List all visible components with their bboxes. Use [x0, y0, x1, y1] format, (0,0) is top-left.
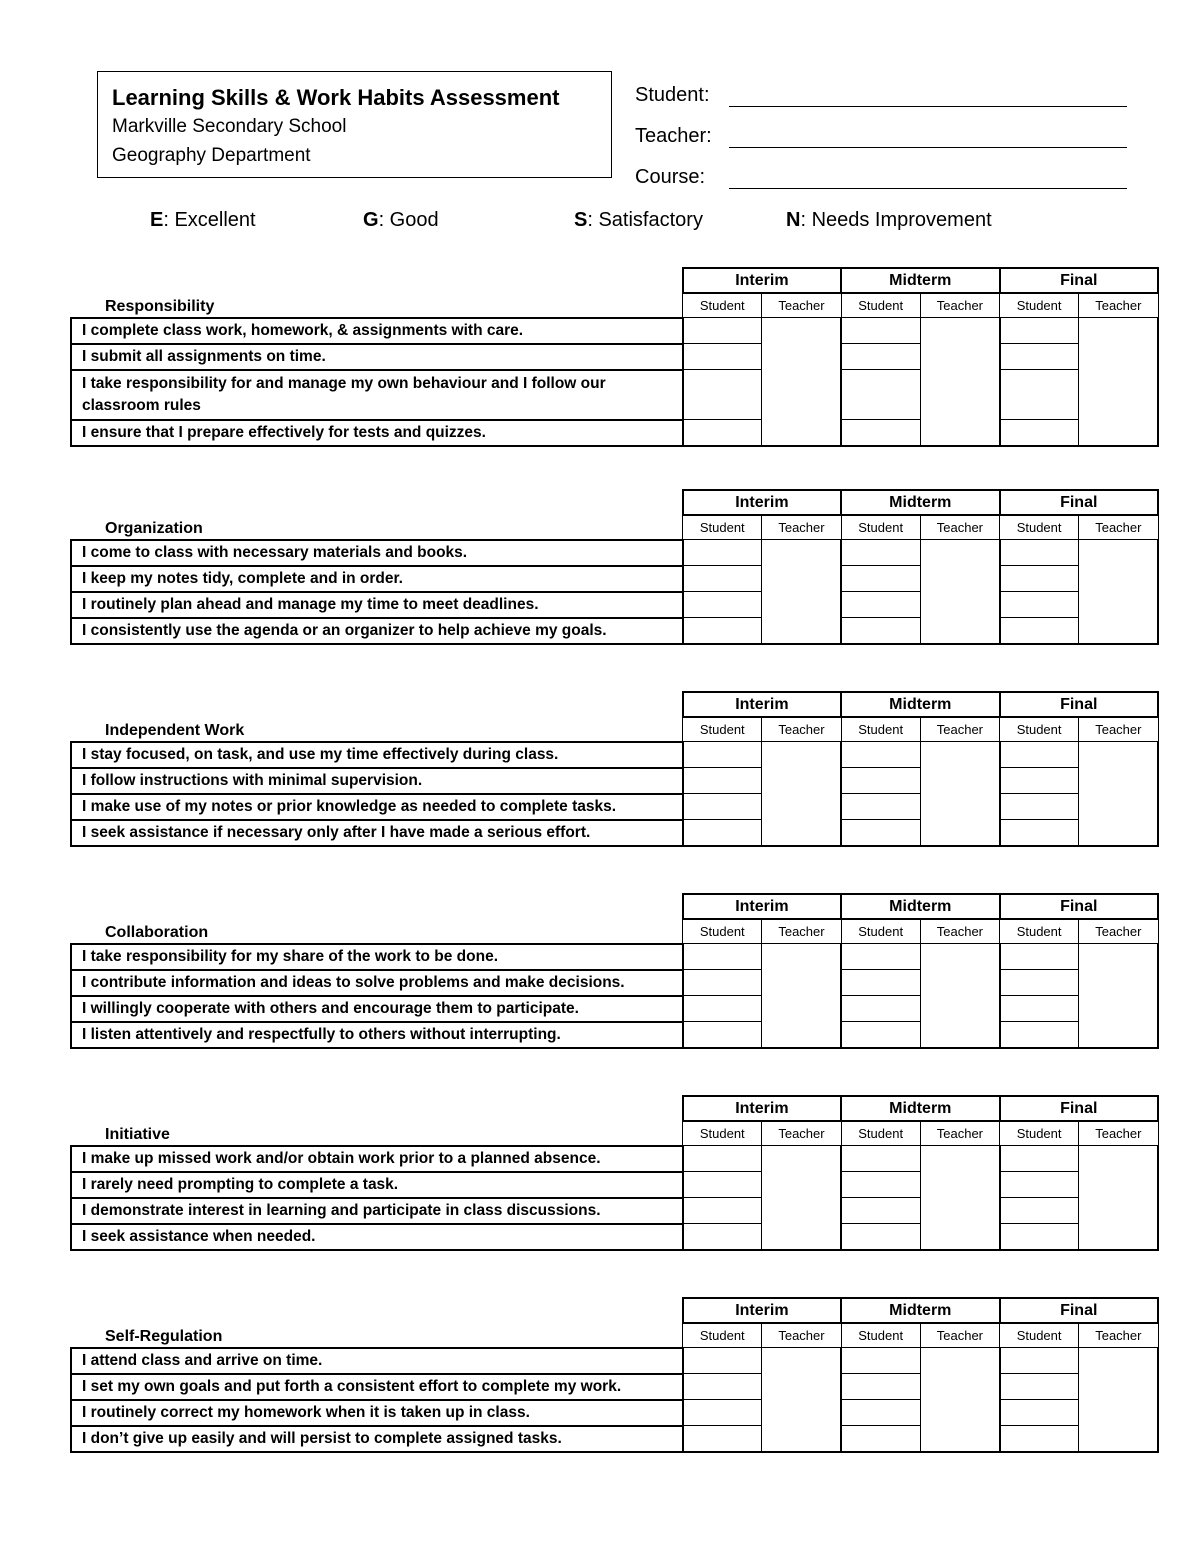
- department-name: Geography Department: [112, 145, 311, 166]
- legend-good: [363, 209, 439, 232]
- teacher-field-input[interactable]: [729, 121, 1127, 148]
- skill-statement: I consistently use the agenda or an organizer to help achieve my goals.: [71, 618, 683, 644]
- role-header-student: Student: [683, 1121, 762, 1146]
- table-row: [71, 318, 1158, 344]
- skill-statement: I make up missed work and/or obtain work prior to a planned absence.: [71, 1146, 683, 1172]
- role-header-student: Student: [683, 1323, 762, 1348]
- teacher-rating-cell[interactable]: [1079, 944, 1158, 1048]
- student-rating-cell[interactable]: [1000, 318, 1079, 344]
- student-field-row: [635, 66, 1135, 107]
- period-header-final: Final: [1000, 268, 1159, 293]
- section-responsibility: [70, 267, 1160, 447]
- student-rating-cell[interactable]: [683, 1224, 762, 1250]
- student-rating-cell[interactable]: [683, 566, 762, 592]
- section-title: Independent Work: [105, 721, 245, 739]
- teacher-rating-cell[interactable]: [1079, 1146, 1158, 1250]
- student-rating-cell[interactable]: [1000, 996, 1079, 1022]
- student-rating-cell[interactable]: [683, 768, 762, 794]
- legend-code: E: [150, 209, 164, 231]
- skill-statement: I submit all assignments on time.: [71, 344, 683, 370]
- period-header-midterm: Midterm: [841, 894, 999, 919]
- table-row: [71, 1348, 1158, 1374]
- student-rating-cell[interactable]: [683, 318, 762, 344]
- period-header-final: Final: [1000, 894, 1159, 919]
- role-header-teacher: Teacher: [920, 515, 999, 540]
- assessment-table: [70, 1095, 1159, 1251]
- skill-statement: I take responsibility for my share of the work to be done.: [71, 944, 683, 970]
- student-rating-cell[interactable]: [1000, 820, 1079, 846]
- role-header-teacher: Teacher: [1079, 293, 1158, 318]
- role-header-teacher: Teacher: [1079, 717, 1158, 742]
- student-rating-cell[interactable]: [841, 1374, 920, 1400]
- skill-statement: I stay focused, on task, and use my time effectively during class.: [71, 742, 683, 768]
- period-header-interim: Interim: [683, 1298, 841, 1323]
- header-spacer: [71, 692, 683, 717]
- teacher-rating-cell[interactable]: [1079, 1348, 1158, 1452]
- student-rating-cell[interactable]: [683, 794, 762, 820]
- student-rating-cell[interactable]: [841, 1224, 920, 1250]
- section-title: Initiative: [105, 1125, 170, 1143]
- skill-statement: I willingly cooperate with others and encourage them to participate.: [71, 996, 683, 1022]
- role-header-teacher: Teacher: [762, 515, 841, 540]
- section-title: Collaboration: [105, 923, 209, 941]
- student-rating-cell[interactable]: [1000, 1224, 1079, 1250]
- assessment-table: [70, 1297, 1159, 1453]
- student-rating-cell[interactable]: [683, 1400, 762, 1426]
- student-rating-cell[interactable]: [1000, 768, 1079, 794]
- student-rating-cell[interactable]: [1000, 1198, 1079, 1224]
- table-row: [71, 540, 1158, 566]
- role-header-student: Student: [683, 919, 762, 944]
- skill-statement: I listen attentively and respectfully to others without interrupting.: [71, 1022, 683, 1048]
- period-header-final: Final: [1000, 490, 1159, 515]
- header-spacer: [71, 1096, 683, 1121]
- teacher-rating-cell[interactable]: [762, 318, 841, 446]
- role-header-teacher: Teacher: [920, 293, 999, 318]
- student-rating-cell[interactable]: [683, 540, 762, 566]
- section-collaboration: [70, 893, 1160, 1049]
- student-rating-cell[interactable]: [1000, 566, 1079, 592]
- skill-statement: I complete class work, homework, & assignments with care.: [71, 318, 683, 344]
- skill-statement: I follow instructions with minimal supervision.: [71, 768, 683, 794]
- period-header-final: Final: [1000, 692, 1159, 717]
- student-rating-cell[interactable]: [841, 1198, 920, 1224]
- legend-code: G: [363, 209, 379, 231]
- student-rating-cell[interactable]: [841, 996, 920, 1022]
- section-self-regulation: [70, 1297, 1160, 1453]
- section-title: Responsibility: [105, 297, 215, 315]
- skill-statement: I attend class and arrive on time.: [71, 1348, 683, 1374]
- period-header-interim: Interim: [683, 490, 841, 515]
- section-initiative: [70, 1095, 1160, 1251]
- student-rating-cell[interactable]: [683, 592, 762, 618]
- student-field-input[interactable]: [729, 80, 1127, 107]
- legend-code: N: [786, 209, 801, 231]
- role-header-student: Student: [1000, 515, 1079, 540]
- teacher-rating-cell[interactable]: [920, 1146, 999, 1250]
- role-header-student: Student: [841, 1121, 920, 1146]
- student-rating-cell[interactable]: [1000, 540, 1079, 566]
- student-rating-cell[interactable]: [1000, 1146, 1079, 1172]
- legend-text: : Good: [378, 209, 439, 231]
- student-rating-cell[interactable]: [841, 618, 920, 644]
- teacher-rating-cell[interactable]: [1079, 742, 1158, 846]
- student-rating-cell[interactable]: [683, 1198, 762, 1224]
- role-header-teacher: Teacher: [920, 919, 999, 944]
- skill-statement: I set my own goals and put forth a consistent effort to complete my work.: [71, 1374, 683, 1400]
- student-rating-cell[interactable]: [1000, 794, 1079, 820]
- section-title: Self-Regulation: [105, 1327, 223, 1345]
- assessment-table: [70, 489, 1159, 645]
- student-rating-cell[interactable]: [841, 1348, 920, 1374]
- teacher-rating-cell[interactable]: [920, 944, 999, 1048]
- title-box: [97, 71, 612, 178]
- course-field-input[interactable]: [729, 162, 1127, 189]
- student-rating-cell[interactable]: [1000, 420, 1079, 446]
- course-field-label: Course:: [635, 166, 706, 188]
- role-header-student: Student: [683, 515, 762, 540]
- period-header-interim: Interim: [683, 894, 841, 919]
- role-header-teacher: Teacher: [920, 1121, 999, 1146]
- role-header-student: Student: [1000, 293, 1079, 318]
- role-header-teacher: Teacher: [1079, 1121, 1158, 1146]
- skill-statement: I seek assistance if necessary only after I have made a serious effort.: [71, 820, 683, 846]
- skill-statement: I keep my notes tidy, complete and in order.: [71, 566, 683, 592]
- table-row: [71, 742, 1158, 768]
- student-rating-cell[interactable]: [1000, 1374, 1079, 1400]
- student-rating-cell[interactable]: [1000, 370, 1079, 420]
- teacher-rating-cell[interactable]: [762, 540, 841, 644]
- student-rating-cell[interactable]: [683, 944, 762, 970]
- student-rating-cell[interactable]: [841, 1400, 920, 1426]
- role-header-student: Student: [841, 293, 920, 318]
- student-rating-cell[interactable]: [1000, 344, 1079, 370]
- student-rating-cell[interactable]: [683, 420, 762, 446]
- student-rating-cell[interactable]: [683, 970, 762, 996]
- section-organization: [70, 489, 1160, 645]
- student-rating-cell[interactable]: [683, 344, 762, 370]
- course-field-row: [635, 148, 1135, 189]
- student-rating-cell[interactable]: [1000, 1348, 1079, 1374]
- teacher-rating-cell[interactable]: [920, 318, 999, 446]
- skill-statement: I don’t give up easily and will persist to complete assigned tasks.: [71, 1426, 683, 1452]
- section-title: Organization: [105, 519, 203, 537]
- skill-statement: I demonstrate interest in learning and participate in class discussions.: [71, 1198, 683, 1224]
- role-header-teacher: Teacher: [762, 1121, 841, 1146]
- skill-statement: I make use of my notes or prior knowledge as needed to complete tasks.: [71, 794, 683, 820]
- period-header-midterm: Midterm: [841, 692, 999, 717]
- role-header-student: Student: [841, 919, 920, 944]
- student-rating-cell[interactable]: [841, 970, 920, 996]
- role-header-student: Student: [1000, 919, 1079, 944]
- header-spacer: [71, 268, 683, 293]
- legend-excellent: [150, 209, 256, 232]
- rating-legend: [0, 209, 1200, 239]
- role-header-student: Student: [683, 717, 762, 742]
- skill-statement: I take responsibility for and manage my own behaviour and I follow our classroom rules: [71, 370, 683, 420]
- info-fields: [635, 66, 1135, 189]
- period-header-midterm: Midterm: [841, 1096, 999, 1121]
- student-rating-cell[interactable]: [1000, 970, 1079, 996]
- section-independent-work: [70, 691, 1160, 847]
- student-rating-cell[interactable]: [683, 1146, 762, 1172]
- teacher-rating-cell[interactable]: [762, 1348, 841, 1452]
- skill-statement: I routinely plan ahead and manage my time to meet deadlines.: [71, 592, 683, 618]
- student-rating-cell[interactable]: [841, 944, 920, 970]
- student-rating-cell[interactable]: [683, 820, 762, 846]
- student-rating-cell[interactable]: [1000, 742, 1079, 768]
- legend-needs-improvement: [786, 209, 992, 232]
- student-rating-cell[interactable]: [1000, 1400, 1079, 1426]
- student-rating-cell[interactable]: [841, 592, 920, 618]
- student-rating-cell[interactable]: [683, 742, 762, 768]
- teacher-rating-cell[interactable]: [762, 1146, 841, 1250]
- student-rating-cell[interactable]: [1000, 944, 1079, 970]
- student-rating-cell[interactable]: [841, 420, 920, 446]
- skill-statement: I seek assistance when needed.: [71, 1224, 683, 1250]
- assessment-table: [70, 691, 1159, 847]
- teacher-field-row: [635, 107, 1135, 148]
- student-rating-cell[interactable]: [841, 1146, 920, 1172]
- student-rating-cell[interactable]: [841, 1022, 920, 1048]
- legend-text: : Excellent: [163, 209, 256, 231]
- role-header-student: Student: [1000, 1121, 1079, 1146]
- period-header-midterm: Midterm: [841, 1298, 999, 1323]
- student-rating-cell[interactable]: [841, 768, 920, 794]
- student-rating-cell[interactable]: [841, 370, 920, 420]
- period-header-interim: Interim: [683, 268, 841, 293]
- header-spacer: [71, 490, 683, 515]
- skill-statement: I routinely correct my homework when it is taken up in class.: [71, 1400, 683, 1426]
- assessment-table: [70, 267, 1159, 447]
- teacher-rating-cell[interactable]: [920, 540, 999, 644]
- table-row: [71, 1146, 1158, 1172]
- role-header-teacher: Teacher: [762, 919, 841, 944]
- student-rating-cell[interactable]: [1000, 1426, 1079, 1452]
- role-header-student: Student: [683, 293, 762, 318]
- student-rating-cell[interactable]: [683, 1348, 762, 1374]
- student-rating-cell[interactable]: [683, 996, 762, 1022]
- student-rating-cell[interactable]: [683, 1022, 762, 1048]
- period-header-interim: Interim: [683, 692, 841, 717]
- student-rating-cell[interactable]: [683, 370, 762, 420]
- period-header-final: Final: [1000, 1096, 1159, 1121]
- skill-statement: I contribute information and ideas to solve problems and make decisions.: [71, 970, 683, 996]
- student-rating-cell[interactable]: [683, 1172, 762, 1198]
- skill-statement: I rarely need prompting to complete a task.: [71, 1172, 683, 1198]
- student-rating-cell[interactable]: [841, 1172, 920, 1198]
- student-rating-cell[interactable]: [1000, 618, 1079, 644]
- role-header-teacher: Teacher: [1079, 515, 1158, 540]
- student-rating-cell[interactable]: [841, 820, 920, 846]
- legend-satisfactory: [574, 209, 703, 232]
- legend-code: S: [574, 209, 588, 231]
- skill-statement: I ensure that I prepare effectively for tests and quizzes.: [71, 420, 683, 446]
- student-rating-cell[interactable]: [1000, 1172, 1079, 1198]
- period-header-final: Final: [1000, 1298, 1159, 1323]
- header-spacer: [71, 894, 683, 919]
- student-rating-cell[interactable]: [683, 1426, 762, 1452]
- skill-statement: I come to class with necessary materials and books.: [71, 540, 683, 566]
- role-header-teacher: Teacher: [920, 717, 999, 742]
- assessment-table: [70, 893, 1159, 1049]
- teacher-rating-cell[interactable]: [1079, 318, 1158, 446]
- school-name: Markville Secondary School: [112, 116, 347, 137]
- teacher-field-label: Teacher:: [635, 125, 712, 147]
- student-rating-cell[interactable]: [841, 742, 920, 768]
- teacher-rating-cell[interactable]: [1079, 540, 1158, 644]
- student-rating-cell[interactable]: [841, 566, 920, 592]
- student-rating-cell[interactable]: [841, 344, 920, 370]
- role-header-student: Student: [1000, 717, 1079, 742]
- role-header-teacher: Teacher: [1079, 1323, 1158, 1348]
- role-header-student: Student: [841, 1323, 920, 1348]
- page-title: Learning Skills & Work Habits Assessment: [112, 85, 560, 110]
- student-rating-cell[interactable]: [1000, 1022, 1079, 1048]
- header-spacer: [71, 1298, 683, 1323]
- role-header-teacher: Teacher: [762, 1323, 841, 1348]
- student-rating-cell[interactable]: [683, 1374, 762, 1400]
- period-header-midterm: Midterm: [841, 268, 999, 293]
- student-rating-cell[interactable]: [841, 318, 920, 344]
- teacher-rating-cell[interactable]: [762, 944, 841, 1048]
- student-rating-cell[interactable]: [841, 794, 920, 820]
- teacher-rating-cell[interactable]: [920, 742, 999, 846]
- role-header-teacher: Teacher: [762, 717, 841, 742]
- student-field-label: Student:: [635, 84, 710, 106]
- role-header-teacher: Teacher: [920, 1323, 999, 1348]
- table-row: [71, 944, 1158, 970]
- role-header-student: Student: [1000, 1323, 1079, 1348]
- student-rating-cell[interactable]: [683, 618, 762, 644]
- period-header-interim: Interim: [683, 1096, 841, 1121]
- student-rating-cell[interactable]: [841, 540, 920, 566]
- student-rating-cell[interactable]: [841, 1426, 920, 1452]
- teacher-rating-cell[interactable]: [762, 742, 841, 846]
- period-header-midterm: Midterm: [841, 490, 999, 515]
- legend-text: : Needs Improvement: [800, 209, 992, 231]
- student-rating-cell[interactable]: [1000, 592, 1079, 618]
- role-header-teacher: Teacher: [762, 293, 841, 318]
- role-header-student: Student: [841, 515, 920, 540]
- role-header-student: Student: [841, 717, 920, 742]
- teacher-rating-cell[interactable]: [920, 1348, 999, 1452]
- legend-text: : Satisfactory: [587, 209, 703, 231]
- role-header-teacher: Teacher: [1079, 919, 1158, 944]
